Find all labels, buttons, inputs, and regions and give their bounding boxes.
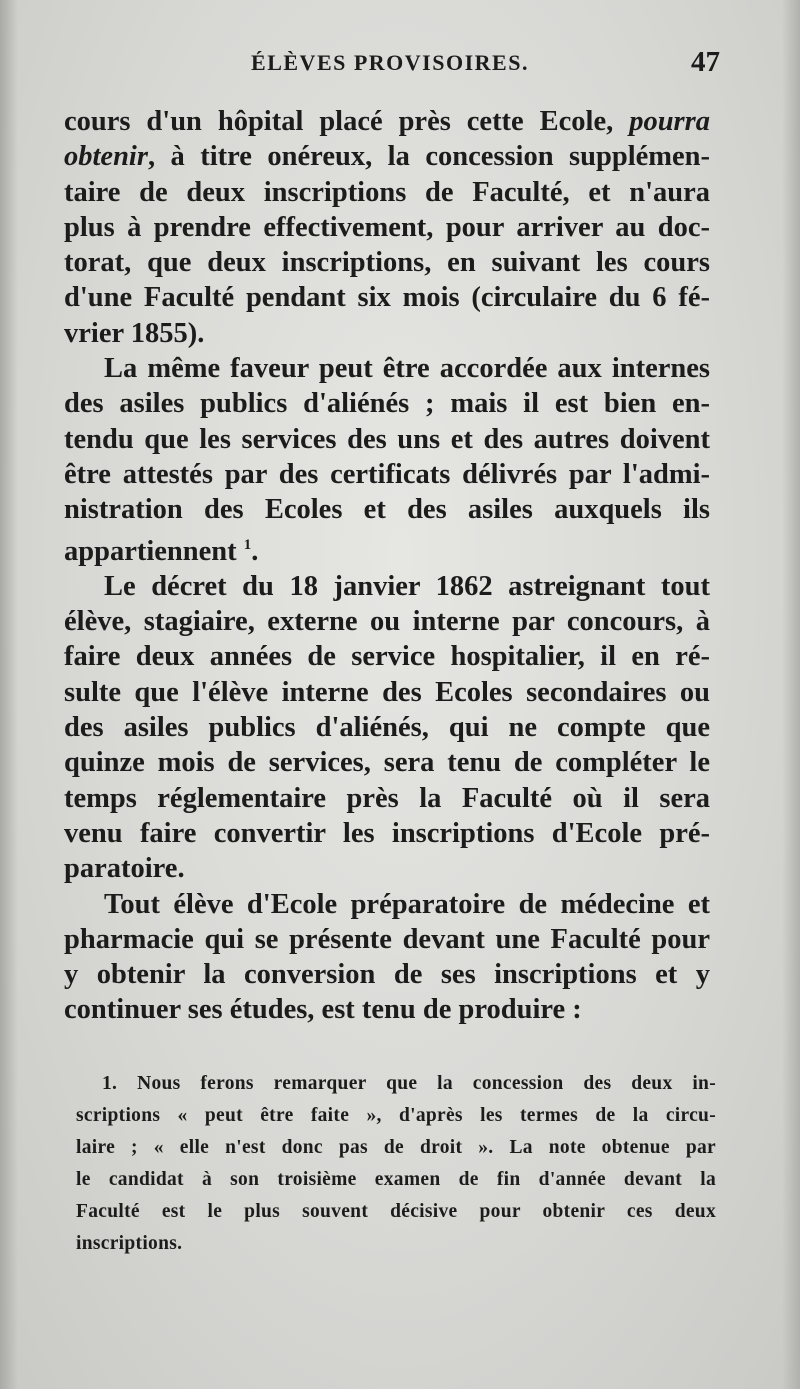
text-line: y obtenir la conversion de ses inscriptions et y	[64, 959, 710, 991]
text-line: venu faire convertir les inscriptions d'Ecole pré-	[64, 817, 710, 849]
text-line: faire deux années de service hospitalier, il en ré-	[64, 641, 710, 673]
text-line: temps réglementaire près la Faculté où il sera	[64, 782, 710, 814]
footnote-line: laire ; « elle n'est donc pas de droit ». La note obtenue par	[76, 1137, 716, 1158]
running-head-title: ÉLÈVES PROVISOIRES.	[251, 50, 529, 75]
paragraph-1	[64, 104, 710, 351]
text-line: des asiles publics d'aliénés ; mais il est bien en-	[64, 388, 710, 420]
text-run: appartiennent	[64, 535, 237, 567]
text-line: torat, que deux inscriptions, en suivant les cours	[64, 247, 710, 279]
text-line: quinze mois de services, sera tenu de compléter le	[64, 747, 710, 779]
text-run: , à titre onéreux, la concession supplémen-	[147, 141, 710, 173]
text-line: nistration des Ecoles et des asiles auxquels ils	[64, 494, 710, 526]
italic-word: pourra	[629, 106, 710, 137]
footnote-line: le candidat à son troisième examen de fin d'année devant la	[76, 1169, 716, 1190]
text-line: paratoire.	[64, 853, 185, 885]
paragraph-2	[64, 351, 710, 569]
text-line: plus à prendre effectivement, pour arriver au doc-	[64, 211, 710, 243]
text-line: Le décret du 18 janvier 1862 astreignant tout	[104, 570, 710, 602]
text-line: être attestés par des certificats délivrés par l'admi-	[64, 458, 710, 490]
text-line	[64, 528, 710, 569]
text-line: d'une Faculté pendant six mois (circulaire du 6 fé-	[64, 282, 710, 314]
text-line: vrier 1855).	[64, 317, 205, 349]
text-line: continuer ses études, est tenu de produire :	[64, 994, 582, 1026]
page-left-edge	[0, 0, 18, 1389]
text-line	[64, 104, 710, 139]
footnote-line: scriptions « peut être faite », d'après les termes de la circu-	[76, 1105, 716, 1126]
text-line: La même faveur peut être accordée aux internes	[104, 353, 710, 385]
text-line: pharmacie qui se présente devant une Faculté pour	[64, 923, 710, 955]
footnote-line: inscriptions.	[76, 1233, 183, 1254]
text-line: sulte que l'élève interne des Ecoles secondaires ou	[64, 676, 710, 708]
footnote	[76, 1068, 716, 1260]
text-run: cours d'un hôpital placé près cette Ecole,	[64, 106, 614, 137]
text-line: Tout élève d'Ecole préparatoire de médecine et	[104, 888, 710, 920]
text-line: élève, stagiaire, externe ou interne par concours, à	[64, 606, 710, 638]
text-line: taire de deux inscriptions de Faculté, et n'aura	[64, 176, 710, 208]
paragraph-4	[64, 887, 710, 1028]
body-text	[64, 104, 710, 1028]
text-line	[64, 139, 710, 174]
footnote-reference[interactable]: 1	[243, 536, 252, 553]
page-number: 47	[691, 46, 720, 78]
footnote-line: Faculté est le plus souvent décisive pour obtenir ces deux	[76, 1201, 716, 1222]
text-run: .	[251, 535, 259, 567]
footnote-line: 1. Nous ferons remarquer que la concession des deux in-	[102, 1073, 716, 1094]
text-line: tendu que les services des uns et des autres doivent	[64, 423, 710, 455]
running-head	[60, 44, 720, 78]
italic-word: obtenir	[64, 141, 148, 173]
paragraph-3	[64, 569, 710, 887]
page-right-edge	[782, 0, 800, 1389]
text-line: des asiles publics d'aliénés, qui ne compte que	[64, 712, 710, 744]
